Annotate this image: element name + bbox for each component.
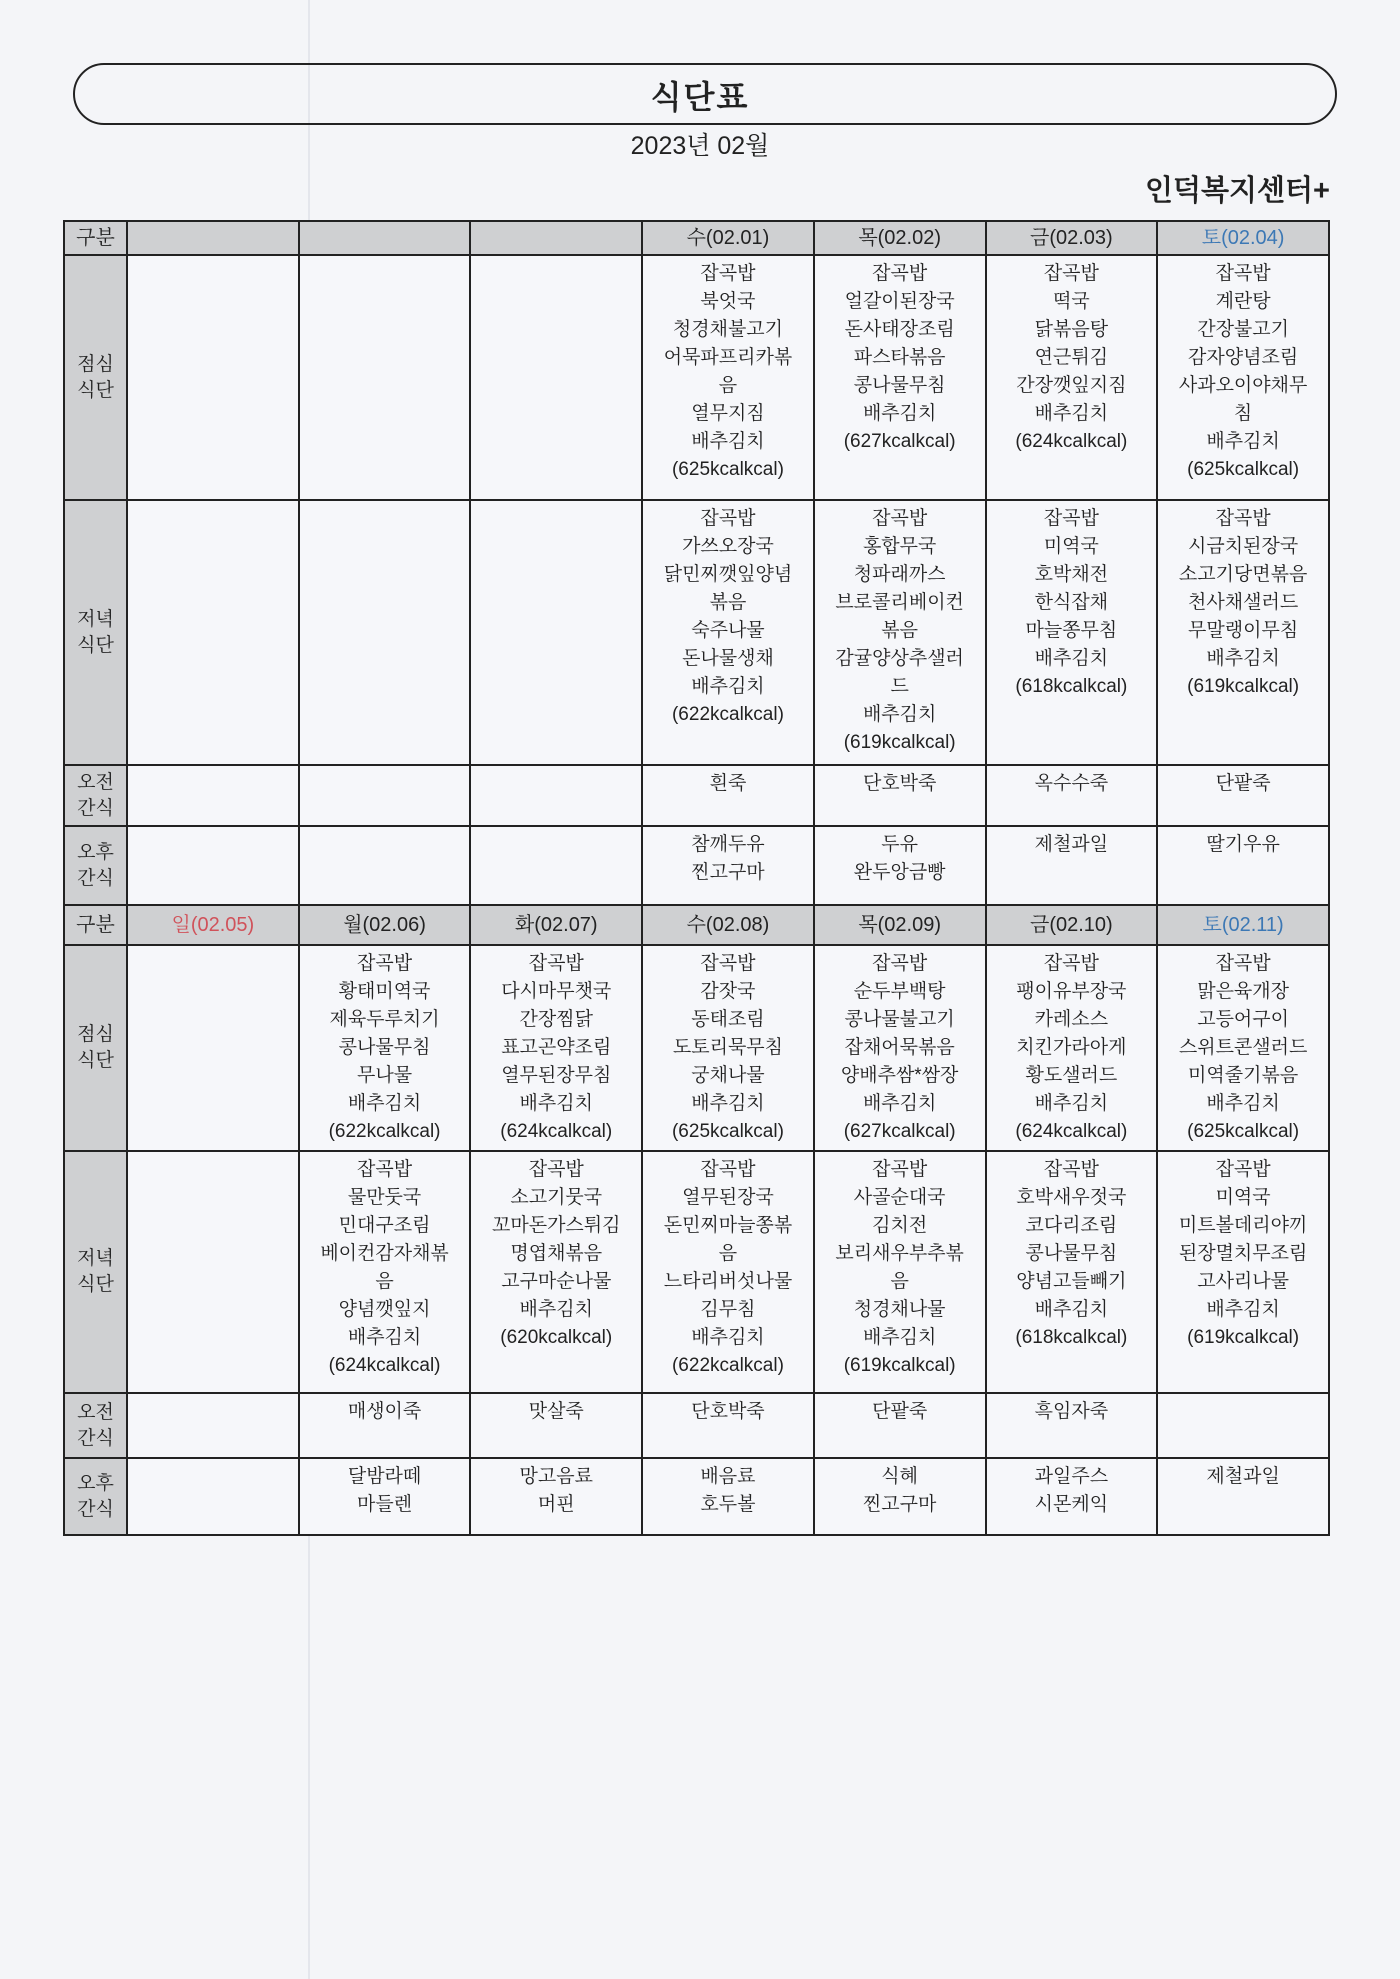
menu-item: 청경채불고기 — [672, 319, 784, 340]
menu-item: 맛살죽 — [528, 1401, 584, 1422]
menu-item: 감잣국 — [700, 981, 756, 1002]
day-header: 월(02.06) — [299, 905, 471, 945]
menu-item: 궁채나물 — [691, 1065, 765, 1086]
menu-item: 배추김치 — [519, 1299, 593, 1320]
menu-item: 사골순대국 — [853, 1187, 946, 1208]
menu-item: 순두부백탕 — [853, 981, 946, 1002]
menu-cell — [470, 765, 642, 826]
menu-item: 매생이죽 — [347, 1401, 422, 1422]
menu-item: 홍합무국 — [862, 536, 937, 557]
day-header: 금(02.03) — [986, 221, 1158, 255]
menu-cell — [470, 1151, 642, 1393]
menu-item: (624kcalkcal) — [328, 1355, 441, 1376]
menu-item: 배추김치 — [1034, 648, 1109, 669]
menu-cell — [299, 826, 471, 905]
menu-item: 시몬케익 — [1034, 1494, 1109, 1515]
menu-cell — [1157, 765, 1329, 826]
menu-cell — [299, 500, 471, 765]
menu-item: 흑임자죽 — [1034, 1401, 1109, 1422]
menu-item: 돈나물생채 — [682, 648, 774, 669]
menu-cell — [1157, 1393, 1329, 1458]
menu-item: 배추김치 — [347, 1327, 422, 1348]
day-header: 토(02.11) — [1157, 905, 1329, 945]
menu-item: (627kcalkcal) — [843, 1121, 956, 1142]
menu-item: 미역국 — [1043, 536, 1099, 557]
menu-item: 양념고들빼기 — [1016, 1271, 1127, 1292]
menu-item: 시금치된장국 — [1188, 536, 1299, 557]
menu-item: 감귤양상추샐러드 — [835, 648, 964, 697]
day-header: 목(02.09) — [814, 905, 986, 945]
menu-item: 숙주나물 — [691, 620, 765, 641]
menu-item: 딸기우유 — [1206, 834, 1280, 855]
menu-item: 식혜 — [881, 1466, 919, 1487]
menu-item: 잡곡밥 — [1215, 1159, 1271, 1180]
menu-item: 배추김치 — [862, 403, 937, 424]
menu-cell — [986, 1151, 1158, 1393]
menu-item: 잡곡밥 — [357, 953, 413, 974]
meal-plan-table — [63, 220, 1330, 1536]
menu-item: 김치전 — [872, 1215, 928, 1236]
day-header: 목(02.02) — [814, 221, 986, 255]
menu-item: 배추김치 — [1206, 648, 1280, 669]
dinner-row — [64, 500, 1329, 765]
lunch-label: 점심 식단 — [64, 945, 127, 1151]
week-header-row — [64, 221, 1329, 255]
menu-item: 열무된장국 — [682, 1187, 774, 1208]
menu-item: 배추김치 — [862, 1327, 937, 1348]
menu-item: 스위트콘샐러드 — [1178, 1037, 1308, 1058]
menu-item: 팽이유부장국 — [1016, 981, 1127, 1002]
menu-item: 단호박죽 — [862, 773, 937, 794]
lunch-row — [64, 255, 1329, 500]
menu-cell — [814, 255, 986, 500]
menu-item: 돈민찌마늘쫑볶음 — [663, 1215, 793, 1264]
menu-item: 명엽채볶음 — [510, 1243, 603, 1264]
menu-item: 배추김치 — [1034, 1093, 1109, 1114]
menu-item: 양배추쌈*쌈장 — [840, 1065, 959, 1086]
menu-cell — [127, 1393, 299, 1458]
menu-item: 잡곡밥 — [872, 508, 928, 529]
lunch-row — [64, 945, 1329, 1151]
day-header: 화(02.07) — [470, 905, 642, 945]
menu-item: 미트볼데리야끼 — [1178, 1215, 1308, 1236]
menu-item: 미역줄기볶음 — [1188, 1065, 1299, 1086]
menu-item: 잡곡밥 — [1043, 1159, 1099, 1180]
menu-item: 단팥죽 — [1215, 773, 1271, 794]
menu-item: (619kcalkcal) — [843, 732, 956, 753]
menu-item: 제육두루치기 — [329, 1009, 440, 1030]
menu-item: 다시마무챗국 — [501, 981, 612, 1002]
dinner-label: 저녁 식단 — [64, 500, 127, 765]
menu-item: 흰죽 — [709, 773, 747, 794]
day-header — [470, 221, 642, 255]
pm-snack-label: 오후 간식 — [64, 826, 127, 905]
menu-item: 콩나물불고기 — [844, 1009, 955, 1030]
menu-item: 계란탕 — [1215, 291, 1271, 312]
menu-item: 배추김치 — [1034, 403, 1109, 424]
menu-item: 코다리조림 — [1025, 1215, 1118, 1236]
menu-item: (624kcalkcal) — [1015, 1121, 1128, 1142]
menu-item: (624kcalkcal) — [1015, 431, 1128, 452]
menu-item: 배추김치 — [519, 1093, 593, 1114]
menu-item: 잡곡밥 — [1043, 263, 1099, 284]
menu-item: (619kcalkcal) — [843, 1355, 956, 1376]
week-header-row — [64, 905, 1329, 945]
menu-item: 잡곡밥 — [872, 263, 928, 284]
menu-item: 잡곡밥 — [1215, 508, 1271, 529]
day-header — [127, 221, 299, 255]
menu-item: 느타리버섯나물 — [663, 1271, 793, 1292]
menu-cell — [299, 1458, 471, 1535]
menu-cell — [986, 826, 1158, 905]
menu-item: 가쓰오장국 — [682, 536, 774, 557]
menu-item: 잡곡밥 — [700, 508, 756, 529]
menu-item: 닭민찌깻잎양념볶음 — [663, 564, 793, 613]
menu-cell — [642, 765, 814, 826]
menu-item: 어묵파프리카볶음 — [663, 347, 793, 396]
menu-item: 열무지짐 — [691, 403, 765, 424]
menu-item: 보리새우부추볶음 — [835, 1243, 964, 1292]
menu-item: 민대구조림 — [338, 1215, 431, 1236]
am-snack-label: 오전 간식 — [64, 1393, 127, 1458]
menu-item: 파스타볶음 — [853, 347, 946, 368]
menu-item: 간장깻잎지짐 — [1016, 375, 1127, 396]
menu-item: 잡곡밥 — [872, 1159, 928, 1180]
menu-item: 카레소스 — [1034, 1009, 1109, 1030]
menu-item: 베이컨감자채볶음 — [320, 1243, 449, 1292]
menu-item: 배추김치 — [691, 1327, 765, 1348]
menu-cell — [1157, 826, 1329, 905]
menu-item: 미역국 — [1215, 1187, 1271, 1208]
menu-item: 잡곡밥 — [528, 953, 584, 974]
menu-item: 제철과일 — [1206, 1466, 1280, 1487]
menu-cell — [642, 255, 814, 500]
menu-item: 마들렌 — [357, 1494, 413, 1515]
menu-item: 배추김치 — [862, 704, 937, 725]
menu-item: 배추김치 — [347, 1093, 422, 1114]
menu-item: 잡채어묵볶음 — [844, 1037, 955, 1058]
menu-cell — [642, 1151, 814, 1393]
am-snack-row — [64, 765, 1329, 826]
menu-item: 무말랭이무침 — [1188, 620, 1299, 641]
menu-cell — [127, 1151, 299, 1393]
menu-item: (625kcalkcal) — [1187, 459, 1300, 480]
menu-cell — [642, 1458, 814, 1535]
menu-cell — [470, 826, 642, 905]
menu-cell — [299, 765, 471, 826]
menu-cell — [299, 1393, 471, 1458]
menu-item: 물만둣국 — [347, 1187, 422, 1208]
menu-item: (619kcalkcal) — [1187, 676, 1300, 697]
menu-cell — [986, 1458, 1158, 1535]
menu-item: 콩나물무침 — [853, 375, 946, 396]
menu-item: (620kcalkcal) — [500, 1327, 613, 1348]
day-header — [299, 221, 471, 255]
page-title: 식단표 — [650, 79, 750, 115]
menu-item: 꼬마돈가스튀김 — [492, 1215, 621, 1236]
menu-item: 얼갈이된장국 — [844, 291, 955, 312]
menu-item: 동태조림 — [691, 1009, 765, 1030]
menu-item: 배추김치 — [1206, 1093, 1280, 1114]
day-header: 수(02.01) — [642, 221, 814, 255]
menu-item: 된장멸치무조림 — [1178, 1243, 1308, 1264]
menu-cell — [814, 945, 986, 1151]
menu-item: 치킨가라아게 — [1016, 1037, 1127, 1058]
menu-item: 닭볶음탕 — [1034, 319, 1109, 340]
menu-item: 무나물 — [357, 1065, 413, 1086]
menu-item: 달밤라떼 — [347, 1466, 422, 1487]
menu-item: 배추김치 — [691, 431, 765, 452]
menu-cell — [299, 945, 471, 1151]
menu-cell — [470, 945, 642, 1151]
menu-item: 완두앙금빵 — [853, 862, 946, 883]
menu-cell — [642, 945, 814, 1151]
menu-cell — [814, 826, 986, 905]
menu-item: (622kcalkcal) — [671, 1355, 784, 1376]
menu-cell — [814, 1458, 986, 1535]
menu-item: 간장찜닭 — [519, 1009, 593, 1030]
menu-cell — [814, 765, 986, 826]
menu-item: 황도샐러드 — [1025, 1065, 1118, 1086]
menu-item: 간장불고기 — [1197, 319, 1289, 340]
menu-cell — [986, 945, 1158, 1151]
month-label: 2023년 02월 — [630, 132, 770, 160]
menu-item: 찐고구마 — [691, 862, 765, 883]
day-header: 토(02.04) — [1157, 221, 1329, 255]
dinner-row — [64, 1151, 1329, 1393]
menu-item: 맑은육개장 — [1197, 981, 1289, 1002]
menu-item: 표고곤약조림 — [501, 1037, 612, 1058]
menu-item: 콩나물무침 — [1025, 1243, 1118, 1264]
menu-item: 찐고구마 — [862, 1494, 937, 1515]
menu-item: 소고기당면볶음 — [1178, 564, 1308, 585]
day-header: 일(02.05) — [127, 905, 299, 945]
menu-item: (622kcalkcal) — [328, 1121, 441, 1142]
menu-item: 북엇국 — [700, 291, 756, 312]
menu-cell — [127, 1458, 299, 1535]
menu-item: 잡곡밥 — [528, 1159, 584, 1180]
menu-item: 배음료 — [700, 1466, 756, 1487]
menu-item: 한식잡채 — [1034, 592, 1109, 613]
menu-cell — [127, 500, 299, 765]
menu-item: 청파래까스 — [853, 564, 946, 585]
menu-item: 호박새우젓국 — [1016, 1187, 1127, 1208]
menu-cell — [986, 500, 1158, 765]
menu-item: 소고기뭇국 — [510, 1187, 603, 1208]
menu-item: 고사리나물 — [1197, 1271, 1289, 1292]
pm-snack-row — [64, 1458, 1329, 1535]
menu-item: 망고음료 — [519, 1466, 593, 1487]
menu-cell — [1157, 255, 1329, 500]
category-label: 구분 — [64, 221, 127, 255]
menu-cell — [470, 1393, 642, 1458]
menu-cell — [1157, 500, 1329, 765]
day-header: 수(02.08) — [642, 905, 814, 945]
menu-item: 떡국 — [1053, 291, 1090, 312]
menu-item: 양념깻잎지 — [338, 1299, 431, 1320]
am-snack-row — [64, 1393, 1329, 1458]
menu-item: (627kcalkcal) — [843, 431, 956, 452]
menu-item: 도토리묵무침 — [672, 1037, 784, 1058]
menu-item: 황태미역국 — [338, 981, 431, 1002]
menu-item: 고구마순나물 — [501, 1271, 612, 1292]
menu-cell — [814, 1151, 986, 1393]
menu-cell — [986, 1393, 1158, 1458]
menu-item: 사과오이야채무침 — [1178, 375, 1308, 424]
menu-item: 콩나물무침 — [338, 1037, 431, 1058]
menu-item: 배추김치 — [691, 1093, 765, 1114]
menu-cell — [470, 1458, 642, 1535]
menu-cell — [814, 1393, 986, 1458]
menu-cell — [299, 1151, 471, 1393]
menu-cell — [127, 945, 299, 1151]
menu-cell — [470, 500, 642, 765]
menu-item: 감자양념조림 — [1188, 347, 1299, 368]
menu-item: 김무침 — [700, 1299, 756, 1320]
menu-item: (624kcalkcal) — [500, 1121, 613, 1142]
menu-cell — [986, 765, 1158, 826]
menu-item: (618kcalkcal) — [1015, 1327, 1128, 1348]
menu-item: (618kcalkcal) — [1015, 676, 1128, 697]
menu-item: 단팥죽 — [872, 1401, 928, 1422]
menu-item: 브로콜리베이컨볶음 — [835, 592, 964, 641]
dinner-label: 저녁 식단 — [64, 1151, 127, 1393]
menu-cell — [1157, 1458, 1329, 1535]
menu-item: 잡곡밥 — [700, 1159, 756, 1180]
pm-snack-label: 오후 간식 — [64, 1458, 127, 1535]
menu-cell — [299, 255, 471, 500]
menu-item: 잡곡밥 — [1043, 953, 1099, 974]
menu-cell — [642, 826, 814, 905]
organization-name: 인덕복지센터+ — [1144, 175, 1330, 207]
menu-item: 천사채샐러드 — [1188, 592, 1299, 613]
menu-item: (625kcalkcal) — [1187, 1121, 1300, 1142]
day-header: 금(02.10) — [986, 905, 1158, 945]
menu-item: 잡곡밥 — [1043, 508, 1099, 529]
menu-item: (625kcalkcal) — [671, 459, 784, 480]
am-snack-label: 오전 간식 — [64, 765, 127, 826]
menu-item: 배추김치 — [1206, 1299, 1280, 1320]
menu-item: 배추김치 — [862, 1093, 937, 1114]
menu-cell — [127, 826, 299, 905]
menu-cell — [986, 255, 1158, 500]
menu-cell — [127, 255, 299, 500]
menu-item: 호박채전 — [1034, 564, 1109, 585]
category-label: 구분 — [64, 905, 127, 945]
menu-item: 옥수수죽 — [1034, 773, 1109, 794]
menu-item: 고등어구이 — [1197, 1009, 1289, 1030]
menu-item: (622kcalkcal) — [671, 704, 784, 725]
menu-item: 배추김치 — [1206, 431, 1280, 452]
menu-item: 호두볼 — [700, 1494, 756, 1515]
menu-item: (619kcalkcal) — [1187, 1327, 1300, 1348]
menu-item: 돈사태장조림 — [844, 319, 955, 340]
menu-cell — [1157, 945, 1329, 1151]
menu-item: 배추김치 — [691, 676, 765, 697]
menu-item: 두유 — [881, 834, 919, 855]
menu-item: 참깨두유 — [691, 834, 765, 855]
pm-snack-row — [64, 826, 1329, 905]
menu-item: (625kcalkcal) — [671, 1121, 784, 1142]
menu-item: 잡곡밥 — [357, 1159, 413, 1180]
menu-item: 잡곡밥 — [700, 953, 756, 974]
menu-cell — [127, 765, 299, 826]
menu-item: 잡곡밥 — [1215, 953, 1271, 974]
menu-item: 머핀 — [537, 1494, 575, 1515]
menu-item: 단호박죽 — [691, 1401, 765, 1422]
menu-item: 제철과일 — [1034, 834, 1109, 855]
menu-item: 청경채나물 — [853, 1299, 946, 1320]
menu-item: 열무된장무침 — [501, 1065, 612, 1086]
menu-item: 마늘쫑무침 — [1025, 620, 1118, 641]
menu-item: 잡곡밥 — [1215, 263, 1271, 284]
menu-item: 과일주스 — [1034, 1466, 1109, 1487]
menu-item: 잡곡밥 — [700, 263, 756, 284]
menu-cell — [470, 255, 642, 500]
lunch-label: 점심 식단 — [64, 255, 127, 500]
menu-cell — [1157, 1151, 1329, 1393]
menu-item: 연근튀김 — [1034, 347, 1109, 368]
menu-item: 잡곡밥 — [872, 953, 928, 974]
menu-cell — [814, 500, 986, 765]
menu-item: 배추김치 — [1034, 1299, 1109, 1320]
menu-cell — [642, 500, 814, 765]
menu-cell — [642, 1393, 814, 1458]
